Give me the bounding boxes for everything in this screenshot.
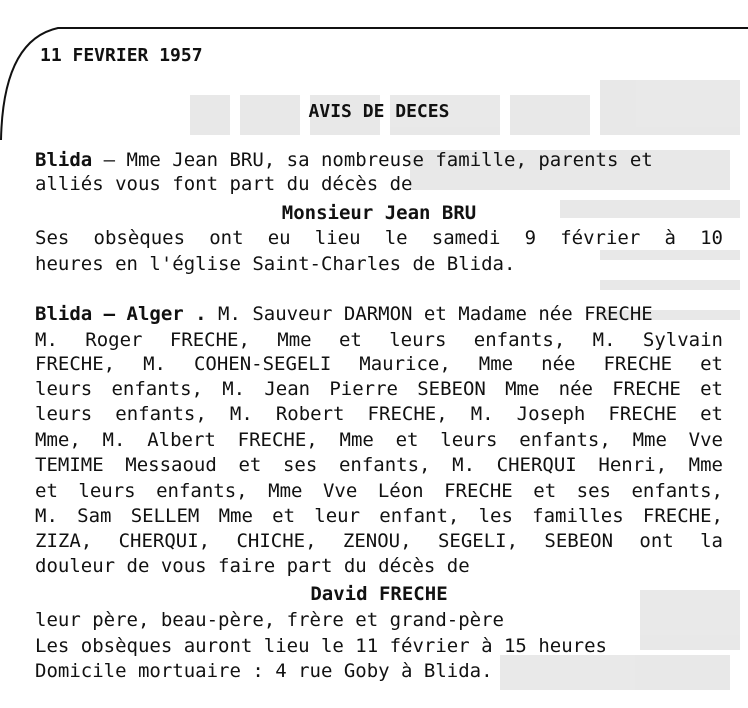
notice1-line2: alliés vous font part du décès de	[35, 173, 413, 195]
notice1-line1	[35, 148, 723, 172]
notice2-funeral-line: Les obsèques auront lieu le 11 février à 15 heures	[35, 635, 607, 657]
clipping-date: 11 FEVRIER 1957	[40, 45, 203, 66]
notice1-funeral-line: Ses obsèques ont eu lieu le samedi 9 février à 10	[35, 227, 723, 249]
notice2-domicile-line: Domicile mortuaire : 4 rue Goby à Blida.	[35, 660, 493, 682]
notice1-church-line: heures en l'église Saint-Charles de Blida.	[35, 253, 516, 275]
notice2-line: leurs enfants, M. Jean Pierre SEBEON Mme née FRECHE et	[35, 378, 723, 400]
notice2-deceased-name: David FRECHE	[310, 583, 448, 605]
notice2-line: Mme, M. Albert FRECHE, Mme et leurs enfants, Mme Vve	[35, 429, 723, 451]
notice2-line: ZIZA, CHERQUI, CHICHE, ZENOU, SEGELI, SEBEON ont la	[35, 530, 723, 552]
notice2-opening: M. Sauveur DARMON et Madame née FRECHE	[206, 303, 653, 325]
notice-heading: AVIS DE DECES	[308, 101, 450, 122]
notice2-relation-line: leur père, beau-père, frère et grand-père	[35, 609, 504, 631]
notice2-line: M. Roger FRECHE, Mme et leurs enfants, M. Sylvain	[35, 329, 723, 351]
notice2-place: Blida – Alger .	[35, 303, 207, 325]
notice1-deceased-name: Monsieur Jean BRU	[281, 202, 477, 224]
notice2-line: douleur de vous faire part du décès de	[35, 555, 470, 577]
notice1-place: Blida	[35, 149, 93, 171]
notice2-line: TEMIME Messaoud et ses enfants, M. CHERQUI Henri, Mme	[35, 454, 723, 476]
notice1-opening: – Mme Jean BRU, sa nombreuse famille, parents et	[92, 149, 653, 171]
notice2-line: FRECHE, M. COHEN-SEGELI Maurice, Mme née FRECHE et	[35, 353, 723, 375]
notice2-line: et leurs enfants, Mme Vve Léon FRECHE et ses enfants,	[35, 480, 723, 502]
notice2-line: M. Sam SELLEM Mme et leur enfant, les familles FRECHE,	[35, 505, 723, 527]
notice2-line1	[35, 302, 723, 326]
notice2-line: leurs enfants, M. Robert FRECHE, M. Joseph FRECHE et	[35, 403, 723, 425]
